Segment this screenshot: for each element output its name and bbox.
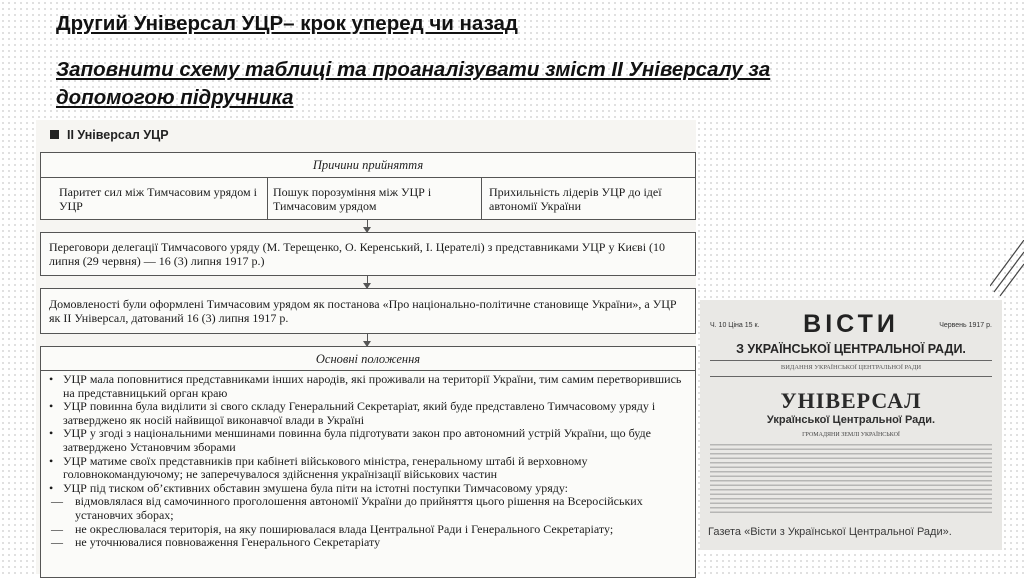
provision-text: УЦР під тиском об’єктивних обставин змушена була піти на істотні поступки Тимчасовому уряду: <box>63 480 568 495</box>
bullet-icon: • <box>49 372 54 386</box>
decorative-lines-icon <box>990 240 1024 320</box>
universal-greeting: ГРОМАДЯНИ ЗЕМЛІ УКРАЇНСЬКОЇ <box>802 432 900 438</box>
task-instruction: Заповнити схему таблиці та проаналізувати зміст ІІ Універсалу за допомогою підручника <box>56 58 771 109</box>
agreements-box <box>40 288 696 334</box>
provision-text: УЦР повинна була виділити зі свого складу Генеральний Секретаріат, який буде представлено Тимчасовому уряду і затверджено як носій найвищої виконавчої влади в Україні <box>63 399 656 427</box>
negotiations-text: Переговори делегації Тимчасового уряду (М. Терещенко, О. Керенський, І. Церателі) з представниками УЦР у Києві (10 липня (29 червня) — 16 (3) липня 1917 р.) <box>49 240 666 268</box>
newspaper-title: ВІСТИ <box>803 310 899 338</box>
provisions-box <box>40 346 696 578</box>
arrow-down-icon <box>367 334 368 346</box>
divider <box>710 376 992 377</box>
dash-icon: — <box>51 535 63 550</box>
cause-separator <box>267 177 268 219</box>
causes-box <box>40 152 696 220</box>
sub-list-item <box>49 523 685 537</box>
newspaper-masthead <box>700 308 1002 342</box>
provision-text: УЦР матиме своїх представників при кабінеті військового міністра, генеральному штабі й верховному головнокомандуючому; не заперечувалося здійснення українізації військових частин <box>63 453 588 482</box>
list-item <box>49 427 685 454</box>
subprovision-text: відмовлялася від самочинного проголошення автономії України до прийняття цього рішення на Всеросійських установчих зборах; <box>75 494 643 522</box>
provision-text: УЦР мала поповнитися представниками інших народів, які проживали на території України, тим самим перетворившись на представницький орган краю <box>63 372 682 400</box>
provisions-header: Основні положення <box>315 352 421 366</box>
newspaper-caption: Газета «Вісти з Української Центральної Ради». <box>708 526 952 538</box>
universal-subheading: Української Центральної Ради. <box>766 414 936 426</box>
sub-list-item <box>49 495 685 522</box>
causes-header: Причини прийняття <box>312 158 424 172</box>
list-item <box>49 373 685 400</box>
section-title-text: ІІ Універсал УЦР <box>67 128 169 142</box>
divider <box>710 360 992 361</box>
agreements-text: Домовленості були оформлені Тимчасовим урядом як постанова «Про національно-політичне становище України», а УЦР як ІІ Універсал, датований 16 (3) липня 1917 р. <box>49 297 677 325</box>
provision-text: УЦР у згоді з національними меншинами повинна була підготувати закон про автономний устрій України, що буде затверджено Установчим зборами <box>63 426 651 454</box>
subprovision-text: не окреслювалася територія, на яку поширювалася влада Центральної Ради і Генерального Секретаріату; <box>75 521 614 536</box>
newspaper-imprint: ВИДАННЯ УКРАЇНСЬКОЇ ЦЕНТРАЛЬНОЇ РАДИ <box>780 364 922 371</box>
negotiations-box <box>40 232 696 276</box>
newspaper-text-block <box>710 444 992 514</box>
bullet-icon: • <box>49 453 54 468</box>
arrow-down-icon <box>367 220 368 232</box>
dash-icon: — <box>51 521 63 536</box>
cause-3: Прихильність лідерів УЦР до ідеї автономії України <box>489 185 662 213</box>
cause-separator <box>481 177 482 219</box>
universal-scheme <box>36 120 696 574</box>
newspaper-subtitle: З УКРАЇНСЬКОЇ ЦЕНТРАЛЬНОЇ РАДИ. <box>736 342 966 356</box>
arrow-down-icon <box>367 276 368 288</box>
sub-list-item <box>49 536 685 550</box>
causes-divider <box>41 177 695 178</box>
provisions-list <box>49 373 685 550</box>
list-item <box>49 455 685 482</box>
cause-1: Паритет сил між Тимчасовим урядом і УЦР <box>59 185 257 213</box>
newspaper-image <box>700 300 1002 550</box>
provisions-divider <box>41 370 695 371</box>
list-item <box>49 400 685 427</box>
bullet-icon: • <box>49 426 54 441</box>
cause-2: Пошук порозуміння між УЦР і Тимчасовим урядом <box>273 185 432 213</box>
list-item <box>49 482 685 496</box>
bullet-icon: • <box>49 399 54 414</box>
universal-heading: УНІВЕРСАЛ <box>780 388 922 413</box>
scheme-section-title <box>50 128 169 142</box>
dash-icon: — <box>51 494 63 509</box>
bullet-icon: • <box>49 480 54 495</box>
slide-title: Другий Універсал УЦР– крок уперед чи назад <box>56 12 518 35</box>
subprovision-text: не уточнювалися повноваження Генерального Секретаріату <box>75 535 381 550</box>
newspaper-issue-number: Ч. 10 Ціна 15 к. <box>710 322 760 329</box>
square-bullet-icon <box>50 130 59 139</box>
newspaper-date: Червень 1917 р. <box>939 322 992 329</box>
